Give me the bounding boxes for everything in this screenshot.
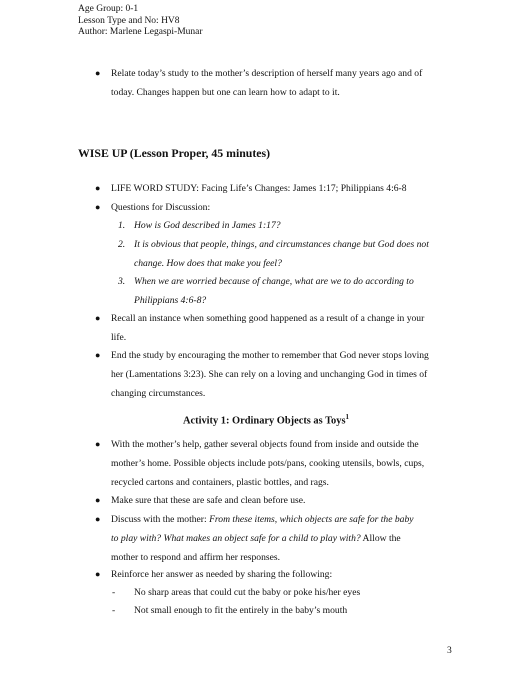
activity-bullet-3-italic: From these items, which objects are safe for the baby [209, 514, 414, 525]
activity-bullet-1-line: recycled cartons and containers, plastic bottles, and rags. [111, 477, 329, 488]
intro-line-1: Relate today’s study to the mother’s description of herself many years ago and of [111, 68, 423, 79]
activity-bullet-3-plain: Allow the [360, 533, 401, 544]
section-heading: WISE UP (Lesson Proper, 45 minutes) [78, 146, 271, 160]
dash-marker: - [112, 587, 116, 598]
dash-item-text: No sharp areas that could cut the baby or poke his/her eyes [134, 587, 361, 598]
dash-item-1 [112, 583, 361, 602]
bullet-icon: ● [95, 313, 101, 323]
intro-bullet [95, 64, 471, 102]
study-bullet-4-line: End the study by encouraging the mother to remember that God never stops loving [111, 350, 429, 361]
bullet-icon: ● [95, 569, 101, 579]
question-number: 2. [118, 239, 126, 250]
study-bullet-3-line: Recall an instance when something good happened as a result of a change in your [111, 313, 425, 324]
question-3 [118, 272, 464, 310]
activity-bullet-3-italic: to play with? What makes an object safe for a child to play with? [111, 533, 361, 544]
activity-title-text: Activity 1: Ordinary Objects as Toys [183, 415, 346, 427]
question-number: 1. [118, 220, 126, 231]
intro-line-2: today. Changes happen but one can learn how to adapt to it. [111, 87, 340, 98]
question-text: When we are worried because of change, what are we to do according to [134, 276, 414, 287]
activity-bullet-3-line: mother to respond and affirm her responses. [111, 552, 281, 563]
question-text: How is God described in James 1:17? [134, 220, 281, 231]
lesson-type: Lesson Type and No: HV8 [78, 15, 180, 26]
bullet-icon: ● [95, 495, 101, 505]
activity-bullet-3 [95, 510, 471, 567]
study-bullet-2-text: Questions for Discussion: [111, 202, 211, 213]
author: Author: Marlene Legaspi-Munar [78, 27, 203, 37]
study-bullet-4-line: her (Lamentations 3:23). She can rely on a loving and unchanging God in times of [111, 369, 428, 380]
bullet-icon: ● [95, 68, 101, 78]
study-bullet-2 [95, 198, 471, 217]
age-group: Age Group: 0-1 [78, 4, 139, 14]
page-number: 3 [447, 645, 452, 656]
bullet-icon: ● [95, 439, 101, 449]
bullet-icon: ● [95, 202, 101, 212]
dash-item-text: Not small enough to fit the entirely in the baby’s mouth [134, 605, 348, 616]
bullet-icon: ● [95, 183, 101, 193]
activity-bullet-3-plain: Discuss with the mother: [111, 514, 210, 525]
activity-bullet-1-line: mother’s home. Possible objects include pots/pans, cooking utensils, bowls, cups, [111, 458, 425, 469]
footnote-mark: 1 [345, 413, 349, 421]
question-2 [118, 235, 464, 273]
question-number: 3. [118, 276, 126, 287]
activity-title [0, 413, 532, 426]
study-bullet-4 [95, 346, 471, 403]
study-bullet-3 [95, 309, 471, 347]
activity-bullet-1-line: With the mother’s help, gather several objects found from inside and outside the [111, 439, 419, 450]
page-header [78, 4, 203, 39]
activity-bullet-1 [95, 435, 471, 492]
dash-marker: - [112, 605, 116, 616]
activity-bullet-2 [95, 491, 471, 510]
activity-bullet-4-text: Reinforce her answer as needed by sharing the following: [111, 569, 333, 580]
question-text: change. How does that make you feel? [134, 258, 282, 269]
study-bullet-1-text: LIFE WORD STUDY: Facing Life’s Changes: James 1:17; Philippians 4:6-8 [111, 183, 407, 194]
question-text: It is obvious that people, things, and circumstances change but God does not [134, 239, 429, 250]
study-bullet-3-line: life. [111, 332, 127, 343]
question-1 [118, 216, 464, 235]
bullet-icon: ● [95, 350, 101, 360]
question-text: Philippians 4:6-8? [134, 295, 207, 306]
activity-bullet-2-text: Make sure that these are safe and clean before use. [111, 495, 306, 506]
activity-bullet-4 [95, 565, 471, 584]
bullet-icon: ● [95, 514, 101, 524]
study-bullet-4-line: changing circumstances. [111, 388, 206, 399]
study-bullet-1 [95, 179, 471, 198]
dash-item-2 [112, 601, 348, 620]
